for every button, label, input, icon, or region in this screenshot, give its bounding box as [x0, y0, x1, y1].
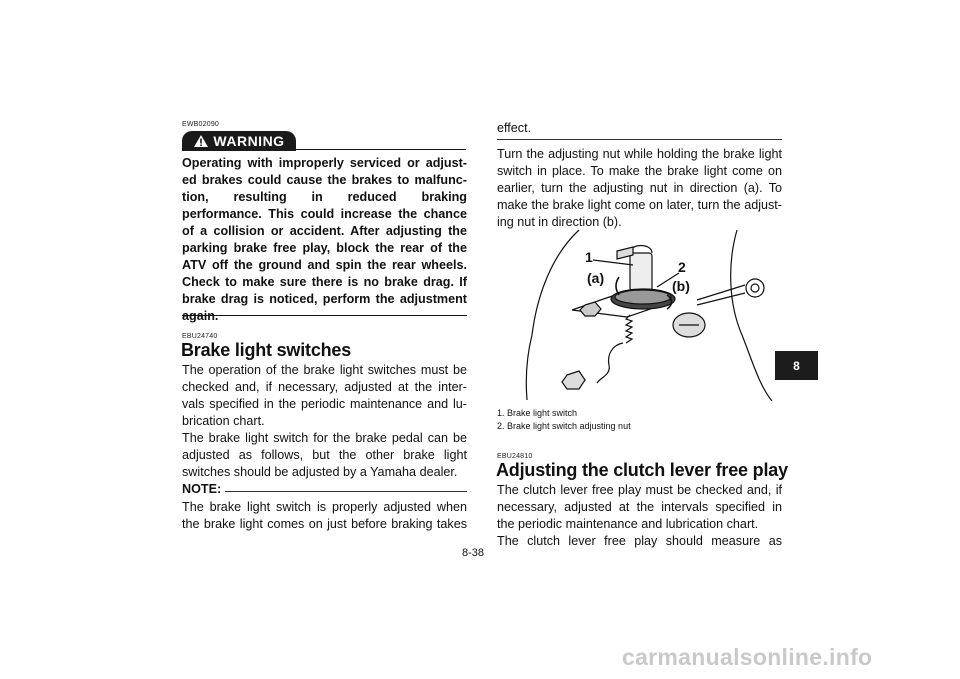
brake-light-switch-figure — [497, 225, 782, 401]
warning-line: ATV off the ground and spin the rear wheels. — [182, 258, 467, 272]
warning-line: Check to make sure there is no brake drag. If — [182, 275, 467, 289]
warning-line: parking brake free play, block the rear of the — [182, 241, 467, 255]
warning-triangle-icon — [193, 134, 209, 148]
note-rule — [225, 491, 467, 492]
paragraph-line: necessary, adjusted at the intervals specified in — [497, 500, 782, 514]
paragraph-line: switch in place. To make the brake light come on — [497, 164, 782, 178]
clutch-section-title: Adjusting the clutch lever free play — [496, 460, 788, 480]
chapter-tab: 8 — [775, 351, 818, 380]
warning-line: of a collision or accident. After adjusting the — [182, 224, 467, 238]
paragraph-line: Turn the adjusting nut while holding the brake light — [497, 147, 782, 161]
note-line: the brake light comes on just before braking takes — [182, 517, 467, 531]
warning-top-rule — [296, 149, 466, 150]
warning-badge-label: WARNING — [213, 133, 285, 149]
paragraph-line: make the brake light come on later, turn the adjust- — [497, 198, 782, 212]
clutch-section-code: EBU24810 — [497, 453, 533, 460]
warning-line: ed brakes could cause the brakes to malfunc- — [182, 173, 467, 187]
warning-line: again. — [182, 309, 219, 323]
effect-text: effect. — [497, 121, 532, 135]
paragraph-line: switches should be adjusted by a Yamaha dealer. — [182, 465, 458, 479]
warning-line: brake drag is noticed, perform the adjustment — [182, 292, 467, 306]
figure-captions — [497, 407, 782, 433]
paragraph-line: The clutch lever free play must be checked and, if — [497, 483, 782, 497]
brake-section-title: Brake light switches — [181, 340, 352, 360]
warning-line: performance. This could increase the chance — [182, 207, 467, 221]
paragraph-line: The operation of the brake light switches must be — [182, 363, 467, 377]
note-label: NOTE: — [182, 482, 222, 496]
paragraph-line: vals specified in the periodic maintenance and lu- — [182, 397, 467, 411]
callout-2-label: 2 — [678, 259, 686, 275]
direction-a-label: (a) — [587, 270, 605, 286]
paragraph-line: brication chart. — [182, 414, 265, 428]
warning-text — [182, 155, 467, 325]
instruction-paragraph — [497, 146, 782, 231]
paragraph-line: earlier, turn the adjusting nut in direction (a). To — [497, 181, 782, 195]
caption-item: 1. Brake light switch — [497, 408, 578, 418]
warning-code: EWB02090 — [182, 121, 220, 128]
caption-item: 2. Brake light switch adjusting nut — [497, 421, 631, 431]
paragraph-line: The brake light switch for the brake pedal can be — [182, 431, 467, 445]
warning-bottom-rule — [182, 315, 467, 316]
paragraph-line: The clutch lever free play should measure as — [497, 534, 782, 548]
page-number: 8-38 — [462, 547, 485, 559]
brake-section-paragraph — [182, 362, 467, 481]
clutch-section-paragraph — [497, 482, 782, 550]
callout-1-label: 1 — [585, 249, 593, 265]
direction-b-label: (b) — [672, 278, 690, 294]
paragraph-line: adjusted as follows, but the other brake light — [182, 448, 467, 462]
warning-badge — [182, 131, 296, 151]
warning-line: tion, resulting in reduced braking — [182, 190, 467, 204]
paragraph-line: ing nut in direction (b). — [497, 215, 622, 229]
note-end-rule — [497, 139, 782, 140]
note-text — [182, 499, 467, 533]
switch-diagram-illustration — [497, 225, 782, 401]
paragraph-line: the periodic maintenance and lubrication chart. — [497, 517, 759, 531]
note-line: The brake light switch is properly adjusted when — [182, 500, 467, 514]
paragraph-line: checked and, if necessary, adjusted at the inter- — [182, 380, 467, 394]
watermark: carmanualsonline.info — [622, 644, 873, 670]
warning-line: Operating with improperly serviced or adjust- — [182, 156, 467, 170]
brake-section-code: EBU24740 — [182, 333, 218, 340]
